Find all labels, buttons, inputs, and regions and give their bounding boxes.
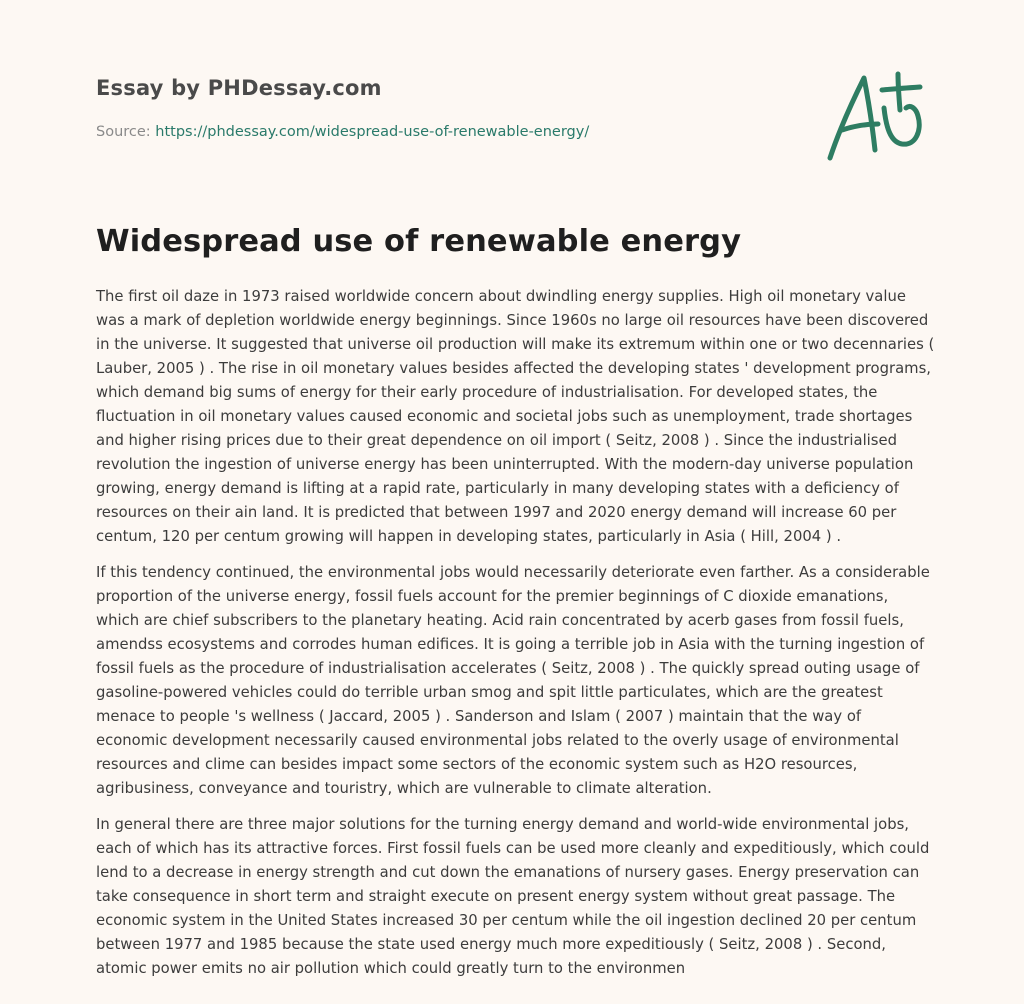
essay-body [96,285,936,993]
source-link[interactable]: https://phdessay.com/widespread-use-of-renewable-energy/ [155,124,590,140]
a-plus-grade-icon [820,68,930,164]
site-header [96,76,382,100]
essay-paragraph: The first oil daze in 1973 raised worldwide concern about dwindling energy supplies. High oil monetary value was a mark of depletion worldwide energy beginnings. Since 1960s no large oil resources have been discovered in the universe. It suggested that universe oil production will make its extremum within one or two decennaries ( Lauber, 2005 ) . The rise in oil monetary values besides affected the developing states ' development programs, which demand big sums of energy for their early procedure of industrialisation. For developed states, the fluctuation in oil monetary values caused economic and societal jobs such as unemployment, trade shortages and higher rising prices due to their great dependence on oil import ( Seitz, 2008 ) . Since the industrialised revolution the ingestion of universe energy has been uninterrupted. With the modern-day universe population growing, energy demand is lifting at a rapid rate, particularly in many developing states with a deficiency of resources on their ain land. It is predicted that between 1997 and 2020 energy demand will increase 60 per centum, 120 per centum growing will happen in developing states, particularly in Asia ( Hill, 2004 ) . [96,288,935,545]
source-line [96,124,589,140]
site-title: Essay by PHDessay.com [96,76,382,100]
essay-title: Widespread use of renewable energy [96,224,742,259]
essay-paragraph: In general there are three major solutions for the turning energy demand and world-wide environmental jobs, each of which has its attractive forces. First fossil fuels can be used more cleanly and expeditiously, which could lend to a decrease in energy strength and cut down the emanations of nursery gases. Energy preservation can take consequence in short term and straight execute on present energy system without great passage. The economic system in the United States increased 30 per centum while the oil ingestion declined 20 per centum between 1977 and 1985 because the state used energy much more expeditiously ( Seitz, 2008 ) . Second, atomic power emits no air pollution which could greatly turn to the environmen [96,816,930,977]
source-label: Source: [96,124,156,140]
essay-paragraph: If this tendency continued, the environmental jobs would necessarily deteriorate even farther. As a considerable proportion of the universe energy, fossil fuels account for the premier beginnings of C dioxide emanations, which are chief subscribers to the planetary heating. Acid rain concentrated by acerb gases from fossil fuels, amendss ecosystems and corrodes human edifices. It is going a terrible job in Asia with the turning ingestion of fossil fuels as the procedure of industrialisation accelerates ( Seitz, 2008 ) . The quickly spread outing usage of gasoline-powered vehicles could do terrible urban smog and spit little particulates, which are the greatest menace to people 's wellness ( Jaccard, 2005 ) . Sanderson and Islam ( 2007 ) maintain that the way of economic development necessarily caused environmental jobs related to the overly usage of environmental resources and clime can besides impact some sectors of the economic system such as H2O resources, agribusiness, conveyance and touristry, which are vulnerable to climate alteration. [96,564,930,797]
